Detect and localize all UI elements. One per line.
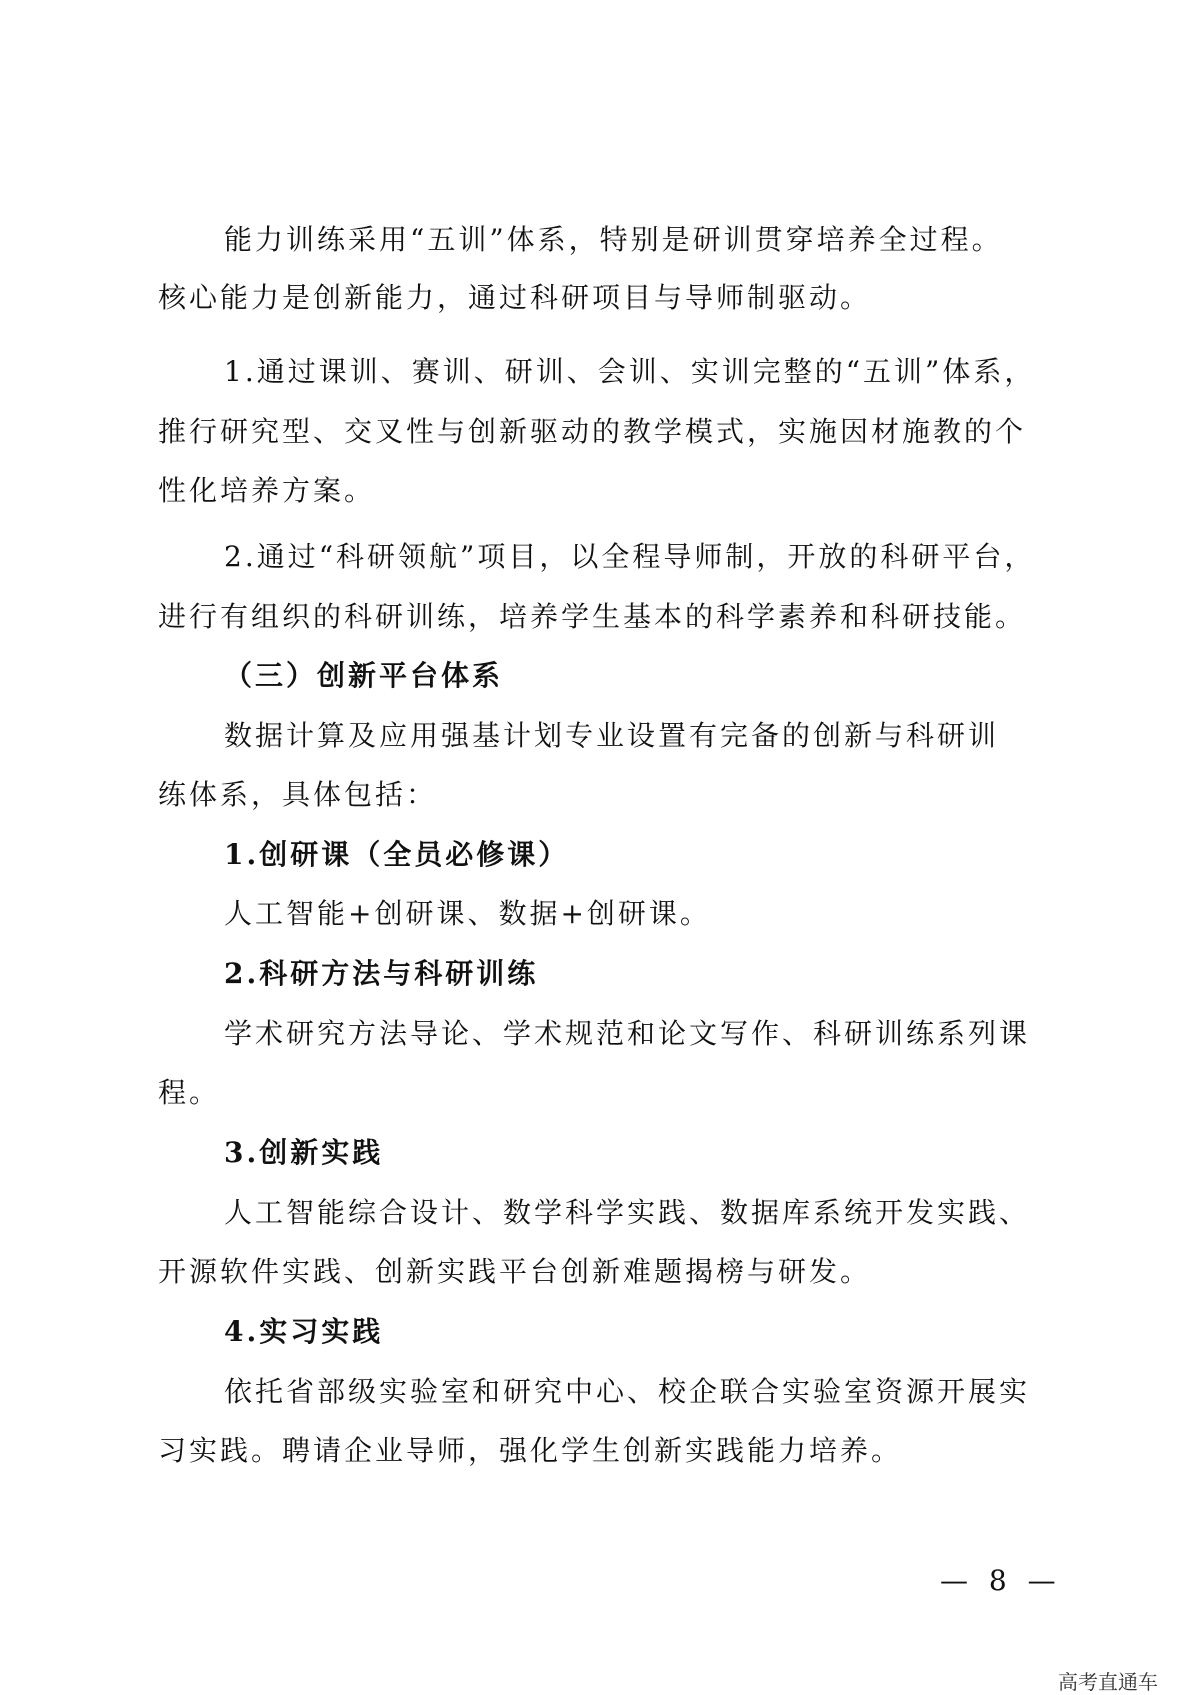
- paragraph-line: 数据计算及应用强基计划专业设置有完备的创新与科研训: [224, 719, 1000, 752]
- paragraph-line: 学术研究方法导论、学术规范和论文写作、科研训练系列课: [224, 1017, 1031, 1050]
- subsection-heading: 3.创新实践: [224, 1136, 384, 1169]
- paragraph-line: 推行研究型、交叉性与创新驱动的教学模式，实施因材施教的个: [158, 415, 1027, 448]
- subsection-heading: 4.实习实践: [224, 1315, 384, 1348]
- paragraph-line: 进行有组织的科研训练，培养学生基本的科学素养和科研技能。: [158, 600, 1027, 633]
- subsection-heading: 2.科研方法与科研训练: [224, 957, 539, 990]
- subsection-heading: 1.创研课（全员必修课）: [224, 838, 570, 871]
- paragraph-line: 练体系，具体包括：: [158, 778, 438, 811]
- paragraph-line: 1.通过课训、赛训、研训、会训、实训完整的“五训”体系，: [224, 355, 1036, 388]
- paragraph-line: 开源软件实践、创新实践平台创新难题揭榜与研发。: [158, 1255, 872, 1288]
- paragraph-line: 人工智能综合设计、数学科学实践、数据库系统开发实践、: [224, 1196, 1031, 1229]
- paragraph-line: 程。: [158, 1076, 221, 1109]
- page-number: — 8 —: [940, 1564, 1062, 1597]
- watermark-text: 高考直通车: [1058, 1670, 1158, 1694]
- paragraph-line: 性化培养方案。: [158, 474, 376, 507]
- paragraph-line: 习实践。聘请企业导师，强化学生创新实践能力培养。: [158, 1434, 903, 1467]
- paragraph-line: 人工智能+创研课、数据+创研课。: [224, 897, 711, 930]
- section-heading: （三）创新平台体系: [224, 659, 504, 692]
- paragraph-line: 能力训练采用“五训”体系，特别是研训贯穿培养全过程。: [224, 223, 1003, 256]
- paragraph-line: 2.通过“科研领航”项目，以全程导师制，开放的科研平台，: [224, 540, 1036, 573]
- paragraph-line: 核心能力是创新能力，通过科研项目与导师制驱动。: [158, 281, 872, 314]
- paragraph-line: 依托省部级实验室和研究中心、校企联合实验室资源开展实: [224, 1375, 1031, 1408]
